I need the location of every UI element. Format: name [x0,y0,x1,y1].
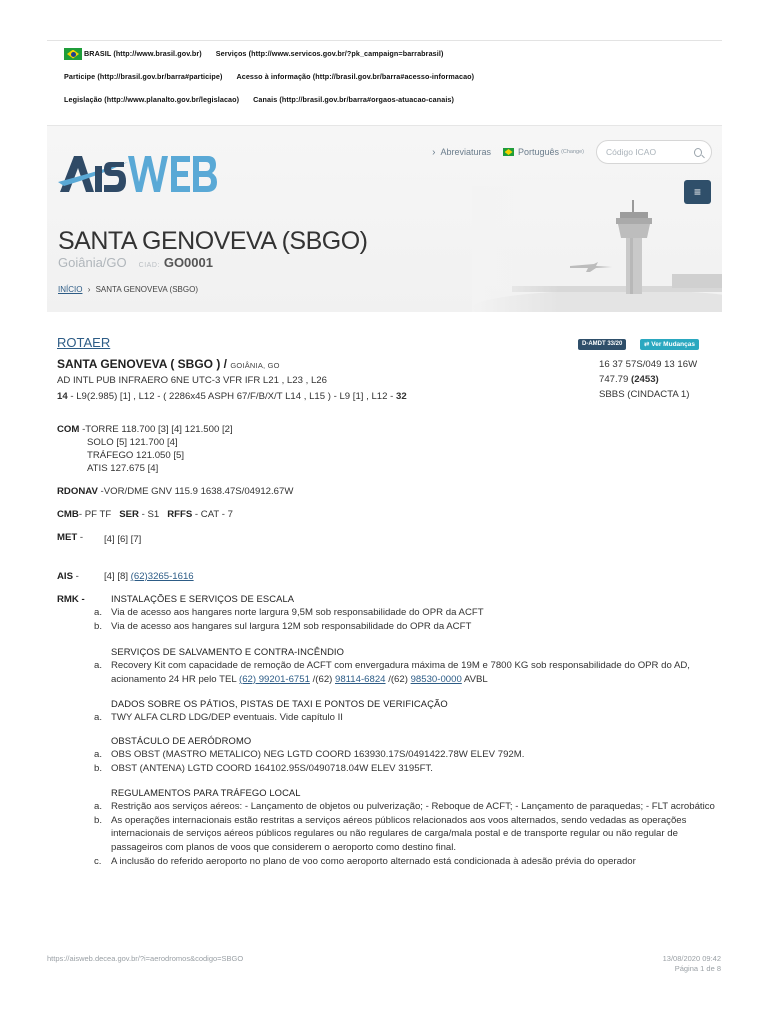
list-marker: b. [94,762,103,774]
ser-label: SER [119,509,139,520]
cmb-ser-rffs-line [57,508,233,522]
list-item [94,800,717,814]
aerodrome-info-line: AD INTL PUB INFRAERO 6NE UTC-3 VFR IFR L21 , L23 , L26 [57,375,327,386]
list-item-text: Recovery Kit com capacidade de remoção de ACFT com envergadura máxima de 19M e 7800 KG sob responsabilidade do OPR do AD, acionamento 24 HR pelo TEL [111,659,690,685]
runway-start: 14 [57,391,68,402]
list-item [94,814,717,856]
gov-bar-row-2 [64,72,474,81]
elevation-meters: 747.79 [599,374,629,386]
search-icon[interactable] [694,148,702,157]
icao-search-box [596,140,712,164]
gov-bar-row-3 [64,95,454,104]
aisweb-logo[interactable] [58,148,218,196]
aerodrome-city: GOIÂNIA, GO [230,361,280,370]
list-item-text: A inclusão do referido aeroporto no plano de voo como aeroporto alternado está condicionada à adesão prévia do operador [111,856,636,868]
ais-refs: [4] [8] [104,571,131,582]
site-header [47,125,722,312]
phone-link[interactable]: 98530-0000 [410,673,462,685]
brazil-flag-icon [503,148,514,156]
icao-search-input[interactable] [606,147,694,157]
fir: SBBS (CINDACTA 1) [599,389,690,401]
breadcrumb-home-link[interactable]: INÍCIO [58,285,83,294]
gov-bar [47,40,722,116]
ais-text [104,570,194,584]
list-marker: a. [94,748,103,760]
com-line: SOLO [5] 121.700 [4] [87,437,178,448]
ciad-code: GO0001 [163,255,213,270]
list-marker: b. [94,620,103,632]
top-nav [432,140,712,164]
page-subtitle [58,255,213,270]
phone-separator: /(62) [385,673,411,685]
breadcrumb-current: SANTA GENOVEVA (SBGO) [95,285,198,294]
breadcrumb [58,285,198,294]
rdonav-line [57,485,293,499]
com-line: TRÁFEGO 121.050 [5] [87,450,185,461]
list-marker: a. [94,659,103,671]
list-item [94,748,717,762]
met-text: [4] [6] [7] [104,534,142,545]
rotaer-section-link[interactable]: ROTAER [57,335,111,350]
rmk-section-title: INSTALAÇÕES E SERVIÇOS DE ESCALA [111,593,295,604]
met-label: MET [57,532,78,543]
rmk-section-title: SERVIÇOS DE SALVAMENTO E CONTRA-INCÊNDIO [111,646,345,657]
amdt-badge: D-AMDT 33/20 [578,339,626,350]
cmb-text: - PF TF [78,509,112,520]
abbreviations-label: Abreviaturas [440,147,492,157]
com-label: COM [57,424,80,435]
brazil-flag-icon [64,48,82,60]
chevron-right-icon: › [87,285,91,294]
rmk-section-title: REGULAMENTOS PARA TRÁFEGO LOCAL [111,787,301,798]
list-item-text: As operações internacionais estão restritas a serviços aéreos públicos relacionados aos voos alternados, sendo vedadas as operações internacionais de serviços aéreos públicos regulares ou não regulares de carga/mala postal e de transporte regular ou não regular de passageiros com planos de voos que considerem o aeroporto como destino final. [111,814,687,854]
ais-dash: - [73,571,79,582]
abbreviations-link[interactable] [432,147,491,158]
rmk-section-obstacles [94,734,717,775]
view-changes-button[interactable]: ⇄ Ver Mudanças [640,339,699,350]
rmk-section-local-traffic [94,786,717,869]
list-item-text: TWY ALFA CLRD LDG/DEP eventuais. Vide capítulo II [111,711,343,723]
language-label: Português [518,147,560,157]
elevation-feet: (2453) [631,374,659,386]
rmk-label: RMK - [57,594,85,605]
footer-page-number: Página 1 de 8 [674,964,721,974]
gov-link-legislacao[interactable]: Legislação (http://www.planalto.gov.br/legislacao) [64,95,240,104]
coordinates: 16 37 57S/049 13 16W [599,359,698,370]
runway-end: 32 [396,391,407,402]
runway-details: - L9(2.985) [1] , L12 - ( 2286x45 ASPH 67/F/B/X/T L14 , L15 ) - L9 [1] , L12 - [67,391,396,402]
met-dash: - [77,532,84,543]
list-item [94,606,717,620]
footer-datetime: 13/08/2020 09:42 [662,954,721,963]
rdonav-text: -VOR/DME GNV 115.9 1638.47S/04912.67W [100,486,294,497]
cmb-label: CMB [57,509,79,520]
gov-link-canais[interactable]: Canais (http://brasil.gov.br/barra#orgaos-atuacao-canais) [253,95,455,104]
rmk-section-facilities [94,592,717,633]
ais-phone-link[interactable]: (62)3265-1616 [130,571,194,582]
com-block [57,423,233,437]
gov-bar-row-1 [64,48,443,60]
rffs-text: - CAT - 7 [192,509,233,520]
elevation [599,372,697,387]
ser-text: - S1 [138,509,160,520]
phone-link[interactable]: (62) 99201-6751 [239,673,310,685]
list-item [94,659,717,687]
com-line: -TORRE 118.700 [3] [4] 121.500 [2] [82,424,233,435]
gov-link-participe[interactable]: Participe (http://brasil.gov.br/barra#participe) [64,72,223,81]
rffs-label: RFFS [167,509,193,520]
page-title: SANTA GENOVEVA (SBGO) [58,227,368,255]
list-marker: c. [94,856,102,868]
runway-line [57,390,407,404]
met-line [57,531,83,545]
list-item [94,762,717,776]
ais-label: AIS [57,571,73,582]
footer-meta [663,954,721,974]
language-selector[interactable] [503,147,584,157]
list-item-tail: AVBL [461,673,488,685]
list-item-text: OBS OBST (MASTRO METALICO) NEG LGTD COORD 163930.17S/0491422.78W ELEV 792M. [111,748,525,760]
aerodrome-name-text: SANTA GENOVEVA ( SBGO ) / [57,357,228,371]
gov-link-servicos[interactable]: Serviços (http://www.servicos.gov.br/?pk_campaign=barrabrasil) [215,48,444,58]
gov-link-brasil[interactable]: BRASIL (http://www.brasil.gov.br) [84,48,202,58]
list-marker: a. [94,800,103,812]
rmk-section-aprons [94,697,717,725]
list-marker: a. [94,606,103,618]
list-item-text: Restrição aos serviços aéreos: - Lançamento de objetos ou pulverização; - Reboque de ACFT; - Lançamento de paraquedas; - FLT acrobático [111,800,715,812]
gov-link-acesso[interactable]: Acesso à informação (http://brasil.gov.br/barra#acesso-informacao) [236,72,475,81]
chevron-right-icon: › [432,146,436,158]
list-item [94,620,717,634]
control-tower-illustration [472,186,722,312]
list-item-text: Via de acesso aos hangares sul largura 12M sob responsabilidade do OPR da ACFT [111,620,472,632]
city-label: Goiânia/GO [58,255,127,270]
list-item-text: OBST (ANTENA) LGTD COORD 164102.95S/0490718.04W ELEV 3195FT. [111,762,433,774]
list-marker: b. [94,814,103,826]
rdonav-label: RDONAV [57,486,98,497]
list-item [94,711,717,725]
ais-line [57,570,79,584]
phone-separator: /(62) [309,673,336,685]
list-item-text: Via de acesso aos hangares norte largura 9,5M sob responsabilidade do OPR da ACFT [111,606,484,618]
phone-link[interactable]: 98114-6824 [335,673,386,685]
list-item [94,855,717,869]
rmk-section-title: DADOS SOBRE OS PÁTIOS, PISTAS DE TAXI E PONTOS DE VERIFICAÇÃO [111,698,448,709]
aerodrome-name [57,356,280,373]
rmk-section-title: OBSTÁCULO DE AERÓDROMO [111,735,252,746]
aerodrome-summary [599,357,697,402]
ciad-label: CIAD: [138,262,160,269]
list-marker: a. [94,711,103,723]
com-line: ATIS 127.675 [4] [87,463,159,474]
rmk-section-rescue [94,645,717,686]
footer-url: https://aisweb.decea.gov.br/?i=aerodromos&codigo=SBGO [47,954,244,963]
language-change-label: (Change) [561,149,584,155]
